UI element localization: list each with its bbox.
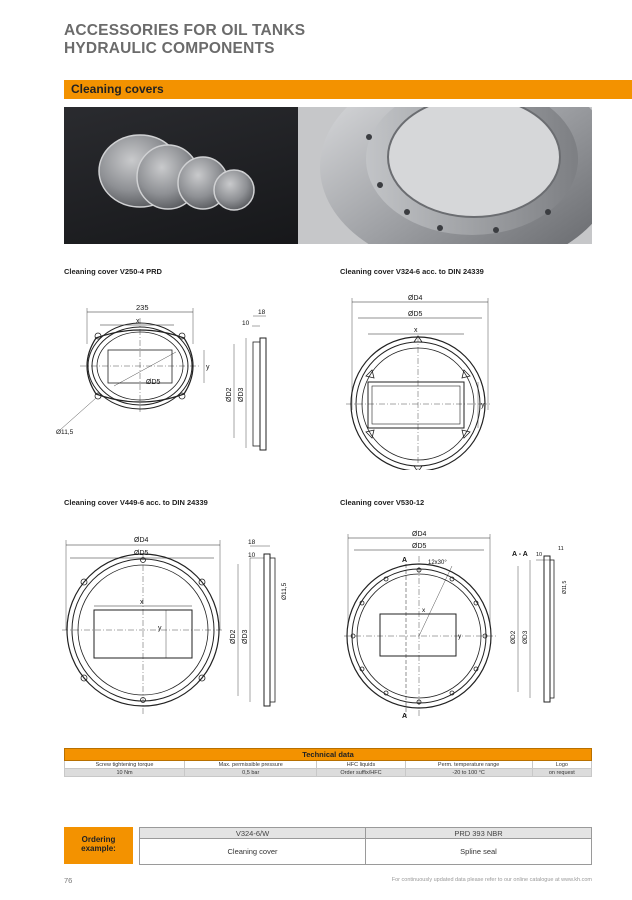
order-desc-seal: Spline seal: [366, 839, 592, 865]
dim-d2: ØD2: [230, 629, 237, 644]
order-code-cover: V324-6/W: [140, 828, 366, 839]
order-desc-cover: Cleaning cover: [140, 839, 366, 865]
value-cell: Order suffix/HFC: [317, 769, 405, 777]
section-label-a-a: A - A: [512, 551, 528, 558]
order-description-row: [140, 839, 592, 865]
dim-d5: ØD5: [146, 379, 161, 386]
page-title: [64, 22, 305, 58]
product-photo: [64, 107, 592, 244]
dim-d5: ØD5: [134, 550, 149, 557]
value-cell: on request: [532, 769, 591, 777]
dim-x: x: [140, 599, 144, 606]
dim-t10: 10: [536, 552, 543, 558]
ordering-example-table: [139, 827, 592, 865]
dim-angle: 12x30°: [428, 560, 447, 566]
dim-hole: Ø11,5: [281, 582, 288, 600]
drawing-v324-6: [338, 290, 498, 470]
header-cell: Screw tightening torque: [65, 761, 185, 769]
table-row: [65, 769, 592, 777]
dim-hole: Ø11,5: [56, 429, 74, 436]
table-header-row: [65, 761, 592, 769]
dim-d2: ØD2: [226, 387, 233, 402]
order-code-seal: PRD 393 NBR: [366, 828, 592, 839]
dim-d4: ØD4: [408, 295, 423, 302]
dim-d5: ØD5: [408, 311, 423, 318]
dim-t18: 18: [258, 309, 266, 316]
product-photo-illustration: [64, 107, 592, 244]
section-mark-a-bottom: A: [402, 713, 408, 720]
ordering-example-label: [64, 827, 133, 864]
section-title: Cleaning covers: [71, 82, 164, 96]
dim-d3: ØD3: [242, 629, 249, 644]
title-line-1: ACCESSORIES FOR OIL TANKS: [64, 22, 306, 39]
footer-note: For continuously updated data please refer to our online catalogue at www.kh.com: [391, 877, 592, 883]
order-code-row: [140, 828, 592, 839]
dim-d4: ØD4: [412, 531, 427, 538]
dim-t18: 18: [248, 539, 256, 546]
caption-v250-4-prd: Cleaning cover V250-4 PRD: [64, 267, 162, 276]
drawing-v250-4-prd: [56, 298, 284, 458]
dim-y: y: [158, 625, 162, 632]
header-cell: Logo: [532, 761, 591, 769]
dim-y: y: [481, 402, 485, 409]
dim-t10: 10: [248, 552, 256, 559]
dim-x: x: [136, 318, 140, 325]
drawing-v530-12: [340, 526, 576, 722]
section-mark-a-top: A: [402, 557, 408, 564]
title-line-2: HYDRAULIC COMPONENTS: [64, 40, 275, 57]
technical-data-table: [64, 748, 592, 777]
value-cell: -20 to 100 °C: [405, 769, 532, 777]
dim-y: y: [458, 633, 462, 640]
drawing-v449-6: [56, 530, 296, 720]
page-number: 76: [64, 876, 73, 885]
header-cell: Perm. temperature range: [405, 761, 532, 769]
caption-v324-6: Cleaning cover V324-6 acc. to DIN 24339: [340, 267, 484, 276]
dim-d3: ØD3: [522, 630, 529, 644]
dim-y: y: [206, 364, 210, 371]
caption-v449-6: Cleaning cover V449-6 acc. to DIN 24339: [64, 498, 208, 507]
dim-t11: 11: [558, 546, 564, 552]
dim-x: x: [414, 327, 418, 334]
header-cell: Max. permissible pressure: [185, 761, 317, 769]
dim-d2: ØD2: [510, 630, 517, 644]
value-cell: 0,5 bar: [185, 769, 317, 777]
dim-width: 235: [136, 303, 149, 312]
section-heading: [64, 80, 632, 99]
dim-d4: ØD4: [134, 537, 149, 544]
dim-d5: ØD5: [412, 543, 427, 550]
ordering-label-line-2: example:: [81, 844, 116, 853]
dim-t10: 10: [242, 320, 250, 327]
dim-d3: ØD3: [238, 387, 245, 402]
value-cell: 10 Nm: [65, 769, 185, 777]
header-cell: HFC liquids: [317, 761, 405, 769]
technical-data-title: Technical data: [65, 749, 592, 761]
dim-x: x: [422, 607, 426, 614]
dim-hole: Ø11,5: [562, 580, 568, 594]
ordering-label-line-1: Ordering: [81, 835, 116, 844]
caption-v530-12: Cleaning cover V530-12: [340, 498, 425, 507]
